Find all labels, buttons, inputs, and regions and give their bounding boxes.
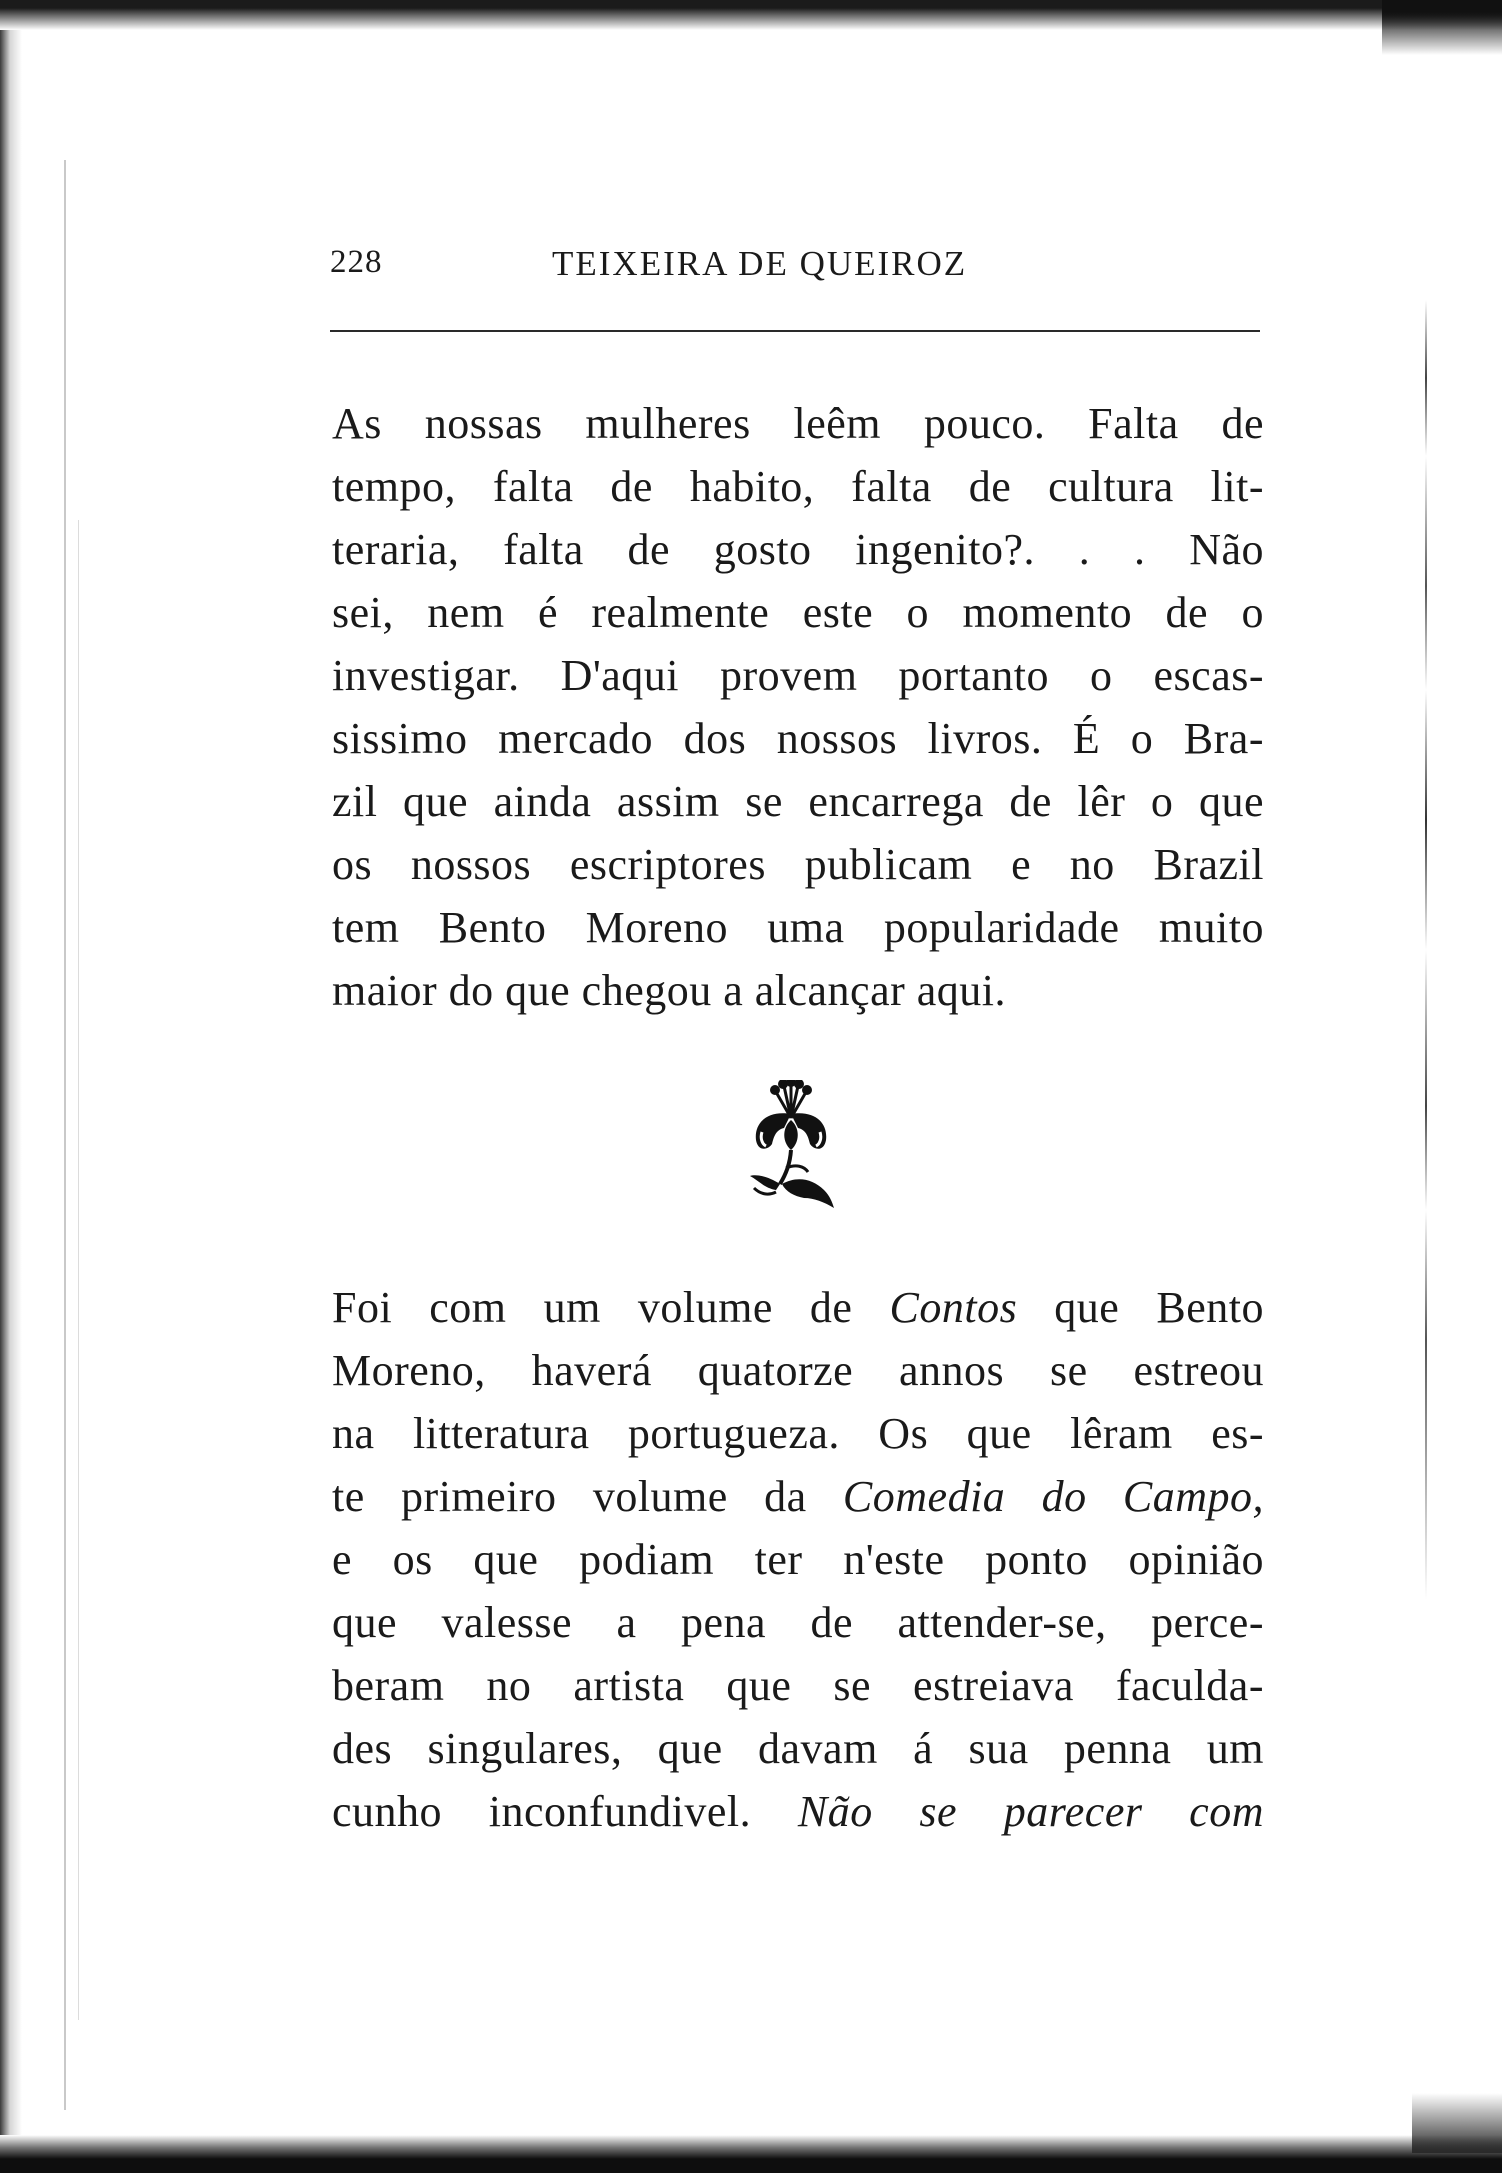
scan-binding-line-inner — [78, 520, 79, 2020]
text-line — [332, 1276, 1264, 1339]
running-title: TEIXEIRA DE QUEIROZ — [552, 244, 968, 283]
text-line: maior do que chegou a alcançar aqui. — [332, 966, 1007, 1015]
scan-border-top — [0, 0, 1502, 30]
text-line: As nossas mulheres leêm pouco. Falta de — [332, 399, 1264, 448]
text-line: beram no artista que se estreiava faculda- — [332, 1661, 1264, 1710]
scan-binding-line — [64, 160, 66, 2110]
paragraph-2 — [332, 1276, 1264, 1843]
text-line: sei, nem é realmente este o momento de o — [332, 588, 1264, 637]
text-line: Moreno, haverá quatorze annos se estreou — [332, 1346, 1264, 1395]
scan-page-edge-right — [1425, 300, 1427, 1600]
text-run: cunho inconfundivel. — [332, 1787, 798, 1836]
book-title-italic: Contos — [889, 1283, 1018, 1332]
floral-ornament-icon — [746, 1080, 836, 1210]
scan-border-bottom — [0, 2135, 1502, 2173]
text-line: os nossos escriptores publicam e no Brazil — [332, 840, 1264, 889]
header-rule — [330, 330, 1260, 332]
book-title-italic: Comedia do Campo, — [842, 1472, 1264, 1521]
paragraph-1 — [332, 392, 1264, 1022]
text-line: zil que ainda assim se encarrega de lêr o que — [332, 777, 1264, 826]
text-line: investigar. D'aqui provem portanto o escas- — [332, 651, 1264, 700]
text-line: des singulares, que davam á sua penna um — [332, 1724, 1264, 1773]
text-line: sissimo mercado dos nossos livros. É o Bra- — [332, 714, 1264, 763]
text-run: Foi com um volume de — [332, 1283, 890, 1332]
page-number: 228 — [330, 244, 383, 280]
text-line: e os que podiam ter n'este ponto opinião — [332, 1535, 1264, 1584]
text-line — [332, 1465, 1264, 1528]
text-line: na litteratura portugueza. Os que lêram es- — [332, 1409, 1264, 1458]
running-header — [330, 240, 1260, 290]
text-line — [332, 1780, 1264, 1843]
emphasis-italic: Não se parecer com — [797, 1787, 1264, 1836]
text-line: tempo, falta de habito, falta de cultura lit- — [332, 462, 1264, 511]
scan-corner-bottom-right — [1412, 2093, 1502, 2153]
text-run: te primeiro volume da — [332, 1472, 843, 1521]
scan-corner-top-right — [1382, 0, 1502, 55]
scan-border-left — [0, 30, 22, 2173]
text-line: teraria, falta de gosto ingenito?. . . Não — [332, 525, 1264, 574]
text-run: que Bento — [1017, 1283, 1264, 1332]
text-line: tem Bento Moreno uma popularidade muito — [332, 903, 1264, 952]
text-line: que valesse a pena de attender-se, perce- — [332, 1598, 1264, 1647]
